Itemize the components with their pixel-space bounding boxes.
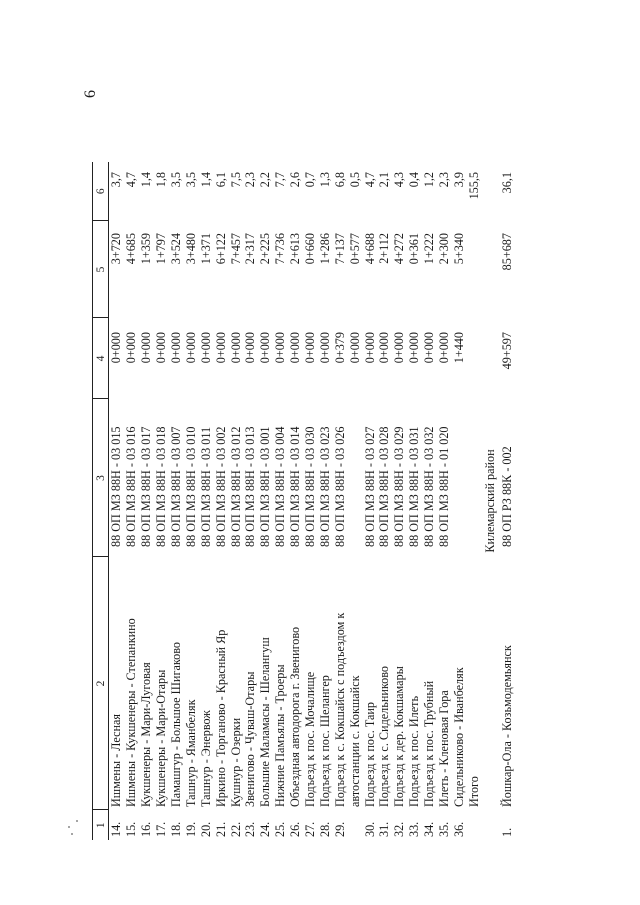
road-id-code-cell	[466, 399, 481, 557]
start-km-cell: 0+000	[303, 332, 318, 364]
row-number-cell: 26.	[288, 821, 303, 837]
road-id-code-cell: 88 ОП МЗ 88Н - 03 029	[392, 426, 407, 547]
row-number-cell: 32.	[392, 821, 407, 837]
length-km-cell: 3,9	[451, 172, 466, 188]
end-km-cell: 2+225	[258, 233, 273, 265]
row-number-cell: 30.	[362, 821, 377, 837]
length-km-cell: 2,1	[377, 172, 392, 188]
row-number-cell: 25.	[273, 821, 288, 837]
header-col-1: 1	[93, 810, 109, 840]
road-id-code-cell: 88 ОП МЗ 88Н - 03 018	[154, 426, 169, 547]
end-km-cell: 0+361	[407, 233, 422, 265]
road-name-cell: Нижние Памъялы - Троеры	[273, 664, 288, 807]
end-km-cell: 3+480	[183, 233, 198, 265]
road-id-code-cell: 88 ОП МЗ 88Н - 03 010	[183, 426, 198, 547]
start-km-cell: 0+000	[347, 332, 362, 364]
road-name-cell: Подъезд к с. Сидельниково	[377, 665, 392, 807]
start-km-cell: 49+597	[499, 332, 514, 370]
end-km-cell	[466, 221, 481, 318]
table-row	[124, 162, 139, 840]
length-km-cell: 4,7	[362, 172, 377, 188]
start-km-cell	[466, 318, 481, 399]
end-km-cell: 3+720	[109, 233, 124, 265]
length-km-cell: 3,5	[169, 172, 183, 188]
road-name-cell: Илеть - Кленовая Гора	[437, 690, 452, 807]
scan-speck	[76, 820, 78, 822]
start-km-cell: 0+000	[169, 332, 183, 364]
end-km-cell: 5+340	[451, 233, 466, 265]
row-number-cell: 24.	[258, 821, 273, 837]
start-km-cell: 0+000	[288, 332, 303, 364]
length-km-cell: 1,3	[317, 172, 332, 188]
road-id-code-cell: 88 ОП МЗ 88Н - 03 027	[362, 426, 377, 547]
end-km-cell: 6+122	[213, 233, 228, 265]
length-km-cell: 2,6	[288, 172, 303, 188]
road-id-code-cell: 88 ОП МЗ 88Н - 03 030	[303, 426, 318, 547]
row-number-cell: 33.	[407, 821, 422, 837]
table-row	[466, 162, 481, 840]
table-row	[273, 162, 288, 840]
length-km-cell: 7,7	[273, 172, 288, 188]
rotated-table-sheet	[80, 80, 580, 840]
road-id-code-cell: 88 ОП РЗ 88К - 002	[499, 446, 514, 547]
road-name-cell: Сидельниково - Иванбеляк	[451, 667, 466, 807]
header-col-2: 2	[93, 557, 109, 810]
row-number-cell: 1.	[499, 827, 514, 837]
start-km-cell: 0+000	[228, 332, 243, 364]
start-km-cell: 0+379	[332, 332, 347, 364]
table-row	[362, 162, 377, 840]
road-name-cell: Подъезд к с. Кокшайск с подъездом к	[332, 612, 347, 807]
end-km-cell: 4+688	[362, 233, 377, 265]
table-row	[407, 162, 422, 840]
length-km-cell: 0,4	[407, 172, 422, 188]
length-km-cell: 155,5	[466, 172, 481, 200]
table-row	[317, 162, 332, 840]
length-km-cell: 2,3	[243, 172, 258, 188]
road-id-code-cell: 88 ОП МЗ 88Н - 03 023	[317, 426, 332, 547]
length-km-cell: 0,5	[347, 172, 362, 188]
length-km-cell: 3,7	[109, 172, 124, 188]
road-id-code-cell: 88 ОП МЗ 88Н - 03 012	[228, 426, 243, 547]
scan-speck	[68, 826, 70, 828]
road-id-code-cell: 88 ОП МЗ 88Н - 03 013	[243, 426, 258, 547]
table-row	[243, 162, 258, 840]
row-number-cell: 16.	[139, 821, 154, 837]
road-name-cell: Подъезд к пос. Шелангер	[317, 675, 332, 807]
end-km-cell: 2+112	[377, 233, 392, 264]
road-id-code-cell: 88 ОП МЗ 88Н - 03 007	[169, 426, 183, 547]
end-km-cell: 0+660	[303, 233, 318, 265]
road-name-cell: Звенигово - Чуваш-Отары	[243, 671, 258, 807]
start-km-cell: 0+000	[362, 332, 377, 364]
start-km-cell: 0+000	[109, 332, 124, 364]
table-row	[392, 162, 407, 840]
end-km-cell: 0+577	[347, 233, 362, 265]
scan-speck	[71, 833, 73, 835]
road-name-cell: Кукшенеры - Мари-Луговая	[139, 662, 154, 807]
start-km-cell: 0+000	[317, 332, 332, 364]
header-col-4: 4	[93, 318, 109, 399]
road-name-cell: автостанции с. Кокшайск	[347, 675, 362, 807]
row-number-cell: 18.	[169, 821, 183, 837]
length-km-cell: 1,8	[154, 172, 169, 188]
start-km-cell: 0+000	[273, 332, 288, 364]
start-km-cell: 0+000	[183, 332, 198, 364]
table-row	[258, 162, 273, 840]
row-number-cell: 19.	[183, 821, 198, 837]
header-col-6: 6	[93, 162, 109, 221]
row-number-cell: 28.	[317, 821, 332, 837]
length-km-cell: 3,5	[183, 172, 198, 188]
start-km-cell: 0+000	[243, 332, 258, 364]
table-header-row	[93, 162, 109, 840]
end-km-cell: 2+317	[243, 233, 258, 265]
road-id-code-cell: 88 ОП МЗ 88Н - 03 015	[109, 426, 124, 547]
road-name-cell: Ишмены - Кукшенеры - Степанкино	[124, 618, 139, 807]
row-number-cell: 36.	[451, 821, 466, 837]
start-km-cell: 0+000	[377, 332, 392, 364]
end-km-cell: 85+687	[499, 233, 514, 271]
end-km-cell: 7+457	[228, 233, 243, 265]
row-number-cell: 27.	[303, 821, 318, 837]
length-km-cell: 4,3	[392, 172, 407, 188]
road-name-cell: Памашгур - Большое Шигаково	[169, 641, 183, 807]
road-id-code-cell: 88 ОП МЗ 88Н - 03 011	[198, 426, 213, 547]
road-name-cell: Подъезд к пос. Мочалище	[303, 671, 318, 807]
row-number-cell: 15.	[124, 821, 139, 837]
table-row	[499, 162, 514, 840]
road-id-code-cell: 88 ОП МЗ 88Н - 01 020	[437, 426, 452, 547]
end-km-cell: 1+359	[139, 233, 154, 265]
road-id-code-cell: 88 ОП МЗ 88Н - 03 002	[213, 426, 228, 547]
start-km-cell: 0+000	[139, 332, 154, 364]
start-km-cell: 0+000	[154, 332, 169, 364]
row-number-cell: 21.	[213, 821, 228, 837]
start-km-cell: 0+000	[198, 332, 213, 364]
row-number-cell: 34.	[422, 821, 437, 837]
road-id-code-cell: 88 ОП МЗ 88Н - 03 026	[332, 426, 347, 547]
end-km-cell: 2+613	[288, 233, 303, 265]
row-number-cell: 14.	[109, 821, 124, 837]
table-row	[139, 162, 154, 840]
end-km-cell: 1+222	[422, 233, 437, 265]
road-id-code-cell: 88 ОП МЗ 88Н - 03 017	[139, 426, 154, 547]
start-km-cell: 0+000	[392, 332, 407, 364]
table-body	[109, 162, 515, 840]
district-row	[481, 162, 499, 840]
row-number-cell: 29.	[332, 821, 347, 837]
length-km-cell: 1,4	[198, 172, 213, 188]
length-km-cell: 1,2	[422, 172, 437, 188]
row-number-cell: 23.	[243, 821, 258, 837]
road-id-code-cell: 88 ОП МЗ 88Н - 03 001	[258, 426, 273, 547]
start-km-cell: 0+000	[437, 332, 452, 364]
table-row	[437, 162, 452, 840]
road-id-code-cell: 88 ОП МЗ 88Н - 03 016	[124, 426, 139, 547]
table-row	[332, 162, 347, 840]
table-row	[183, 162, 198, 840]
header-col-3: 3	[93, 399, 109, 557]
header-col-5: 5	[93, 221, 109, 318]
page-number: 6	[82, 90, 99, 98]
row-number-cell	[347, 810, 362, 840]
row-number-cell	[466, 810, 481, 840]
row-number-cell: 22.	[228, 821, 243, 837]
start-km-cell: 1+440	[451, 332, 466, 364]
row-number-cell: 20.	[198, 821, 213, 837]
road-name-cell: Итого	[466, 776, 481, 807]
table-row	[228, 162, 243, 840]
road-id-code-cell	[347, 399, 362, 557]
road-id-code-cell: 88 ОП МЗ 88Н - 03 032	[422, 426, 437, 547]
road-name-cell: Подъезд к пос. Илеть	[407, 695, 422, 807]
table-row	[451, 162, 466, 840]
table-row	[303, 162, 318, 840]
table-row	[169, 162, 184, 840]
length-km-cell: 7,5	[228, 172, 243, 188]
road-id-code-cell: 88 ОП МЗ 88Н - 03 028	[377, 426, 392, 547]
table-row	[154, 162, 169, 840]
table-row	[288, 162, 303, 840]
row-number-cell: 31.	[377, 821, 392, 837]
start-km-cell: 0+000	[422, 332, 437, 364]
road-name-cell: Подъезд к пос. Таир	[362, 701, 377, 807]
road-name-cell: Подъезд к дер. Кокшамары	[392, 666, 407, 807]
road-registry-table	[92, 162, 514, 840]
start-km-cell: 0+000	[407, 332, 422, 364]
road-name-cell: Ишмены - Лесная	[109, 713, 124, 807]
start-km-cell: 0+000	[124, 332, 139, 364]
road-name-cell: Ташнур - Яманбеляк	[183, 699, 198, 807]
end-km-cell: 7+736	[273, 233, 288, 265]
length-km-cell: 2,2	[258, 172, 273, 188]
start-km-cell: 0+000	[258, 332, 273, 364]
table-row	[347, 162, 362, 840]
road-name-cell: Ташнур - Энервож	[198, 710, 213, 807]
road-name-cell: Йошкар-Ола - Козьмодемьянск	[499, 645, 514, 807]
table-row	[377, 162, 392, 840]
road-name-cell: Подъезд к пос. Трубный	[422, 680, 437, 807]
length-km-cell: 4,7	[124, 172, 139, 188]
table-row	[422, 162, 437, 840]
road-id-code-cell: 88 ОП МЗ 88Н - 03 031	[407, 426, 422, 547]
road-id-code-cell	[451, 399, 466, 557]
length-km-cell: 2,3	[437, 172, 452, 188]
road-name-cell: Большие Маламасы - Шелангуш	[258, 637, 273, 807]
table-row	[213, 162, 228, 840]
road-name-cell: Кукшенеры - Мари-Отары	[154, 669, 169, 807]
end-km-cell: 1+371	[198, 233, 213, 265]
end-km-cell: 2+300	[437, 233, 452, 265]
road-id-code-cell: 88 ОП МЗ 88Н - 03 014	[288, 426, 303, 547]
row-number-cell: 17.	[154, 821, 169, 837]
start-km-cell: 0+000	[213, 332, 228, 364]
length-km-cell: 6,1	[213, 172, 228, 188]
road-name-cell: Объездная автодорога г. Звенигово	[288, 626, 303, 807]
length-km-cell: 0,7	[303, 172, 318, 188]
end-km-cell: 7+137	[332, 233, 347, 265]
end-km-cell: 1+797	[154, 233, 169, 265]
district-heading: Килемарский район	[483, 449, 498, 553]
road-id-code-cell: 88 ОП МЗ 88Н - 03 004	[273, 426, 288, 547]
table-row	[198, 162, 213, 840]
row-number-cell: 35.	[437, 821, 452, 837]
length-km-cell: 6,8	[332, 172, 347, 188]
table-row	[109, 162, 124, 840]
end-km-cell: 4+685	[124, 233, 139, 265]
length-km-cell: 36,1	[499, 172, 514, 194]
end-km-cell: 3+524	[169, 233, 183, 265]
length-km-cell: 1,4	[139, 172, 154, 188]
end-km-cell: 4+272	[392, 233, 407, 265]
road-name-cell: Иркино - Торганово - Красный Яр	[213, 629, 228, 807]
road-name-cell: Кушнур - Озерки	[228, 717, 243, 807]
end-km-cell: 1+286	[317, 233, 332, 265]
